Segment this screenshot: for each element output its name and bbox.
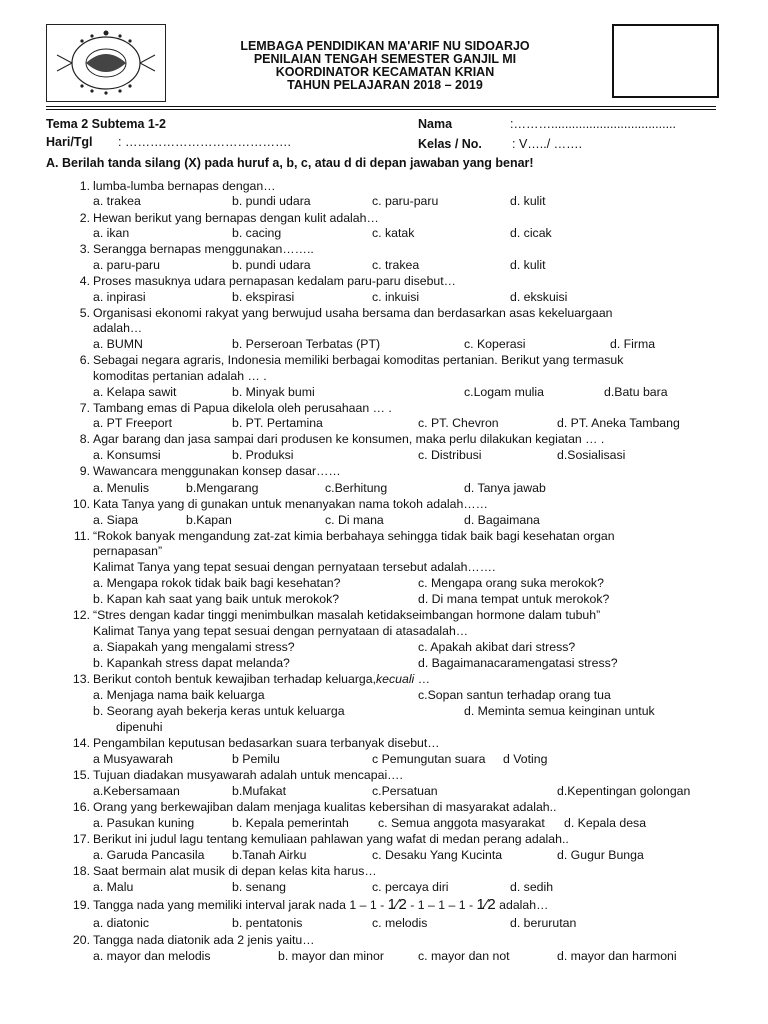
option-d[interactable]: d. Gugur Bunga [557,848,644,862]
option-d-cont: dipenuhi [116,720,163,734]
option-b[interactable]: b. senang [232,880,287,894]
option-c[interactable]: c Pemungutan suara [372,752,486,766]
option-c[interactable]: c. Desaku Yang Kucinta [372,848,503,862]
question-number: 19. [72,898,90,912]
question-12 [0,607,768,623]
option-a[interactable]: a. Menulis [93,481,150,495]
question-12-cont [0,623,768,639]
option-c[interactable]: c. Apakah akibat dari stress? [418,640,576,654]
option-c[interactable]: c. paru-paru [372,194,439,208]
question-text: Tambang emas di Papua dikelola oleh perusahaan … . [93,401,392,415]
option-c[interactable]: c. Koperasi [464,337,526,351]
option-a[interactable]: a. Konsumsi [93,448,161,462]
option-b[interactable]: b. Kapankah stress dapat melanda? [93,656,290,670]
option-a[interactable]: a. trakea [93,194,141,208]
fraction-half: 1⁄2 [387,896,407,913]
options-14 [0,751,768,767]
option-a[interactable]: a. Garuda Pancasila [93,848,205,862]
question-number: 8. [79,432,90,446]
photo-box [612,24,719,98]
option-d[interactable]: d. Kepala desa [564,816,647,830]
question-number: 10. [72,497,90,511]
question-18 [0,863,768,879]
question-text: pernapasan” [93,544,163,558]
question-number: 6. [79,353,90,367]
option-b[interactable]: b. pundi udara [232,194,311,208]
hari-label: Hari/Tgl [46,135,93,149]
option-a[interactable]: a. Malu [93,880,134,894]
question-number: 15. [72,768,90,782]
options-13-ac [0,687,768,703]
hari-field[interactable]: : …………………………………. [118,135,291,149]
school-logo [46,24,166,102]
question-number: 3. [79,242,90,256]
options-12-ac [0,639,768,655]
header-line-3: KOORDINATOR KECAMATAN KRIAN [275,65,495,79]
question-number: 9. [79,464,90,478]
question-text: Organisasi ekonomi rakyat yang berwujud usaha bersama dan berdasarkan asas kekeluargaan [93,306,613,320]
question-text: Tangga nada yang memiliki interval jarak nada 1 – 1 - 1⁄2 - 1 – 1 – 1 - 1⁄2 adalah… [93,896,549,913]
question-number: 4. [79,274,90,288]
question-5-cont [0,320,768,336]
question-19 [0,897,768,913]
question-text: Sebagai negara agraris, Indonesia memiliki berbagai komoditas pertanian. Berikut yang termasuk [93,353,624,367]
question-13 [0,671,768,687]
options-3 [0,257,768,273]
option-a[interactable]: a. Kelapa sawit [93,385,177,399]
question-number: 18. [72,864,90,878]
option-b[interactable]: b. pundi udara [232,258,311,272]
question-text: Berikut contoh bentuk kewajiban terhadap keluarga,kecuali … [93,672,431,686]
options-7 [0,415,768,431]
question-text: Pengambilan keputusan bedasarkan suara terbanyak disebut… [93,736,440,750]
question-6-cont [0,368,768,384]
option-b[interactable]: b.Mengarang [186,481,259,495]
question-text: Agar barang dan jasa sampai dari produsen ke konsumen, maka perlu dilakukan kegiatan … . [93,432,605,446]
question-11 [0,528,768,544]
question-number: 1. [79,179,90,193]
option-b[interactable]: b Pemilu [232,752,280,766]
option-c[interactable]: c.Logam mulia [464,385,544,399]
question-text: komoditas pertanian adalah … . [93,369,267,383]
question-6 [0,352,768,368]
option-b[interactable]: b. pentatonis [232,916,303,930]
question-9 [0,463,768,479]
option-c[interactable]: c. percaya diri [372,880,449,894]
option-a[interactable]: a. BUMN [93,337,143,351]
option-c[interactable]: c.Berhitung [325,481,388,495]
question-number: 7. [79,401,90,415]
header-rule-bottom [46,109,716,110]
option-a[interactable]: a. paru-paru [93,258,160,272]
option-a[interactable]: a. PT Freeport [93,416,173,430]
option-d[interactable]: d. mayor dan harmoni [557,949,677,963]
option-d[interactable]: d. PT. Aneka Tambang [557,416,680,430]
question-text: adalah… [93,321,143,335]
option-c[interactable]: c. mayor dan not [418,949,510,963]
question-text: “Rokok banyak mengandung zat-zat kimia berbahaya sehingga tidak baik bagi kesehatan organ [93,529,615,543]
option-c[interactable]: c. Semua anggota masyarakat [378,816,545,830]
kelas-field[interactable]: : V…../ ……. [512,137,583,151]
option-c[interactable]: c. Distribusi [418,448,482,462]
option-d[interactable]: d. berurutan [510,916,577,930]
question-11-cont2 [0,559,768,575]
option-a[interactable]: a. ikan [93,226,130,240]
options-4 [0,289,768,305]
question-text: lumba-lumba bernapas dengan… [93,179,276,193]
question-number: 14. [72,736,90,750]
option-b[interactable]: b.Tanah Airku [232,848,307,862]
question-4 [0,273,768,289]
option-b[interactable]: b.Kapan [186,513,232,527]
question-number: 2. [79,211,90,225]
option-b[interactable]: b. Kepala pemerintah [232,816,349,830]
kelas-label: Kelas / No. [418,137,482,151]
option-b[interactable]: b. cacing [232,226,282,240]
question-2 [0,210,768,226]
option-d[interactable]: d. kulit [510,194,546,208]
document-header [170,40,600,92]
header-line-4: TAHUN PELAJARAN 2018 – 2019 [287,78,483,92]
option-b[interactable]: b. ekspirasi [232,290,295,304]
option-a[interactable]: a Musyawarah [93,752,173,766]
header-line-2: PENILAIAN TENGAH SEMESTER GANJIL MI [253,52,517,66]
options-11-ac [0,575,768,591]
question-10 [0,496,768,512]
option-d[interactable]: d. sedih [510,880,554,894]
option-a[interactable]: a.Kebersamaan [93,784,180,798]
instruction: A. Berilah tanda silang (X) pada huruf a, b, c, atau d di depan jawaban yang benar! [46,156,534,170]
option-a[interactable]: a. inpirasi [93,290,146,304]
option-c[interactable]: c. inkuisi [372,290,420,304]
nama-field[interactable]: :……….................................... [510,117,676,131]
options-5 [0,336,768,352]
option-b[interactable]: b. PT. Pertamina [232,416,323,430]
question-number: 11. [73,529,90,543]
options-10 [0,512,768,528]
option-b[interactable]: b. Kapan kah saat yang baik untuk merokok? [93,592,340,606]
question-text: Kalimat Tanya yang tepat sesuai dengan pernyataan di atasadalah… [93,624,469,638]
question-5 [0,305,768,321]
question-text: Orang yang berkewajiban dalam menjaga kualitas kebersihan di masyarakat adalah.. [93,800,557,814]
option-a[interactable]: a. Menjaga nama baik keluarga [93,688,265,702]
option-c[interactable]: c. melodis [372,916,428,930]
question-14 [0,735,768,751]
question-16 [0,799,768,815]
option-d[interactable]: d. kulit [510,258,546,272]
option-c[interactable]: c. Di mana [325,513,384,527]
options-9 [0,480,768,496]
option-b[interactable]: b. Seorang ayah bekerja keras untuk keluarga [93,704,345,718]
question-text: Hewan berikut yang bernapas dengan kulit adalah… [93,211,379,225]
option-d[interactable]: d. Tanya jawab [464,481,546,495]
question-text: Tangga nada diatonik ada 2 jenis yaitu… [93,933,315,947]
option-b[interactable]: b.Mufakat [232,784,286,798]
option-a[interactable]: a. Siapakah yang mengalami stress? [93,640,295,654]
option-b[interactable]: b. Minyak bumi [232,385,315,399]
question-text: Kata Tanya yang di gunakan untuk menanyakan nama tokoh adalah…… [93,497,488,511]
question-text: Saat bermain alat musik di depan kelas kita harus… [93,864,377,878]
question-text: Tujuan diadakan musyawarah adalah untuk mencapai…. [93,768,403,782]
options-2 [0,225,768,241]
options-17 [0,847,768,863]
options-13-bd [0,703,768,719]
header-rule-top [46,106,716,107]
question-1 [0,178,768,194]
option-d[interactable]: d. cicak [510,226,552,240]
fraction-half: 1⁄2 [476,896,496,913]
question-17 [0,831,768,847]
option-d[interactable]: d Voting [503,752,548,766]
header-line-1: LEMBAGA PENDIDIKAN MA'ARIF NU SIDOARJO [240,39,530,53]
options-19 [0,915,768,931]
options-16 [0,815,768,831]
option-c[interactable]: c. trakea [372,258,420,272]
option-d[interactable]: d. Meminta semua keinginan untuk [464,704,655,718]
option-c[interactable]: c. katak [372,226,415,240]
question-text: Kalimat Tanya yang tepat sesuai dengan pernyataan tersebut adalah……. [93,560,496,574]
question-15 [0,767,768,783]
question-number: 20. [72,933,90,947]
option-b[interactable]: b. Produksi [232,448,294,462]
option-b[interactable]: b. mayor dan minor [278,949,384,963]
option-c[interactable]: c.Sopan santun terhadap orang tua [418,688,611,702]
option-d[interactable]: d.Batu bara [604,385,668,399]
option-d[interactable]: d. Firma [610,337,656,351]
option-b[interactable]: b. Perseroan Terbatas (PT) [232,337,381,351]
option-a[interactable]: a. Mengapa rokok tidak baik bagi kesehatan? [93,576,341,590]
option-d[interactable]: d. Bagaimana [464,513,540,527]
question-number: 5. [79,306,90,320]
question-number: 17. [72,832,90,846]
question-text: Serangga bernapas menggunakan…….. [93,242,314,256]
question-number: 12. [72,608,90,622]
option-a[interactable]: a. mayor dan melodis [93,949,211,963]
question-text: Proses masuknya udara pernapasan kedalam paru-paru disebut… [93,274,456,288]
option-d[interactable]: d. Bagaimanacaramengatasi stress? [418,656,618,670]
option-d[interactable]: d. ekskuisi [510,290,568,304]
option-a[interactable]: a. Pasukan kuning [93,816,195,830]
question-8 [0,431,768,447]
nama-label: Nama [418,117,453,131]
options-8 [0,447,768,463]
question-11-cont [0,543,768,559]
option-a[interactable]: a. Siapa [93,513,139,527]
question-20 [0,932,768,948]
options-15 [0,783,768,799]
question-text: Wawancara menggunakan konsep dasar…… [93,464,341,478]
question-number: 13. [72,672,90,686]
question-number: 16. [72,800,90,814]
option-c[interactable]: c. Mengapa orang suka merokok? [418,576,604,590]
question-7 [0,400,768,416]
option-d[interactable]: d. Di mana tempat untuk merokok? [418,592,610,606]
option-a[interactable]: a. diatonic [93,916,150,930]
options-1 [0,193,768,209]
option-d[interactable]: d.Sosialisasi [557,448,626,462]
tema-label: Tema 2 Subtema 1-2 [46,117,166,131]
options-12-bd [0,655,768,671]
options-11-bd [0,591,768,607]
option-c[interactable]: c.Persatuan [372,784,438,798]
options-13-d-cont [0,719,768,735]
options-6 [0,384,768,400]
question-3 [0,241,768,257]
question-text: “Stres dengan kadar tinggi menimbulkan masalah ketidakseimbangan hormone dalam tubuh” [93,608,601,622]
question-text: Berikut ini judul lagu tentang kemuliaan pahlawan yang wafat di medan perang adalah.. [93,832,569,846]
option-c[interactable]: c. PT. Chevron [418,416,499,430]
options-18 [0,879,768,895]
option-d[interactable]: d.Kepentingan golongan [557,784,691,798]
options-20 [0,948,768,964]
